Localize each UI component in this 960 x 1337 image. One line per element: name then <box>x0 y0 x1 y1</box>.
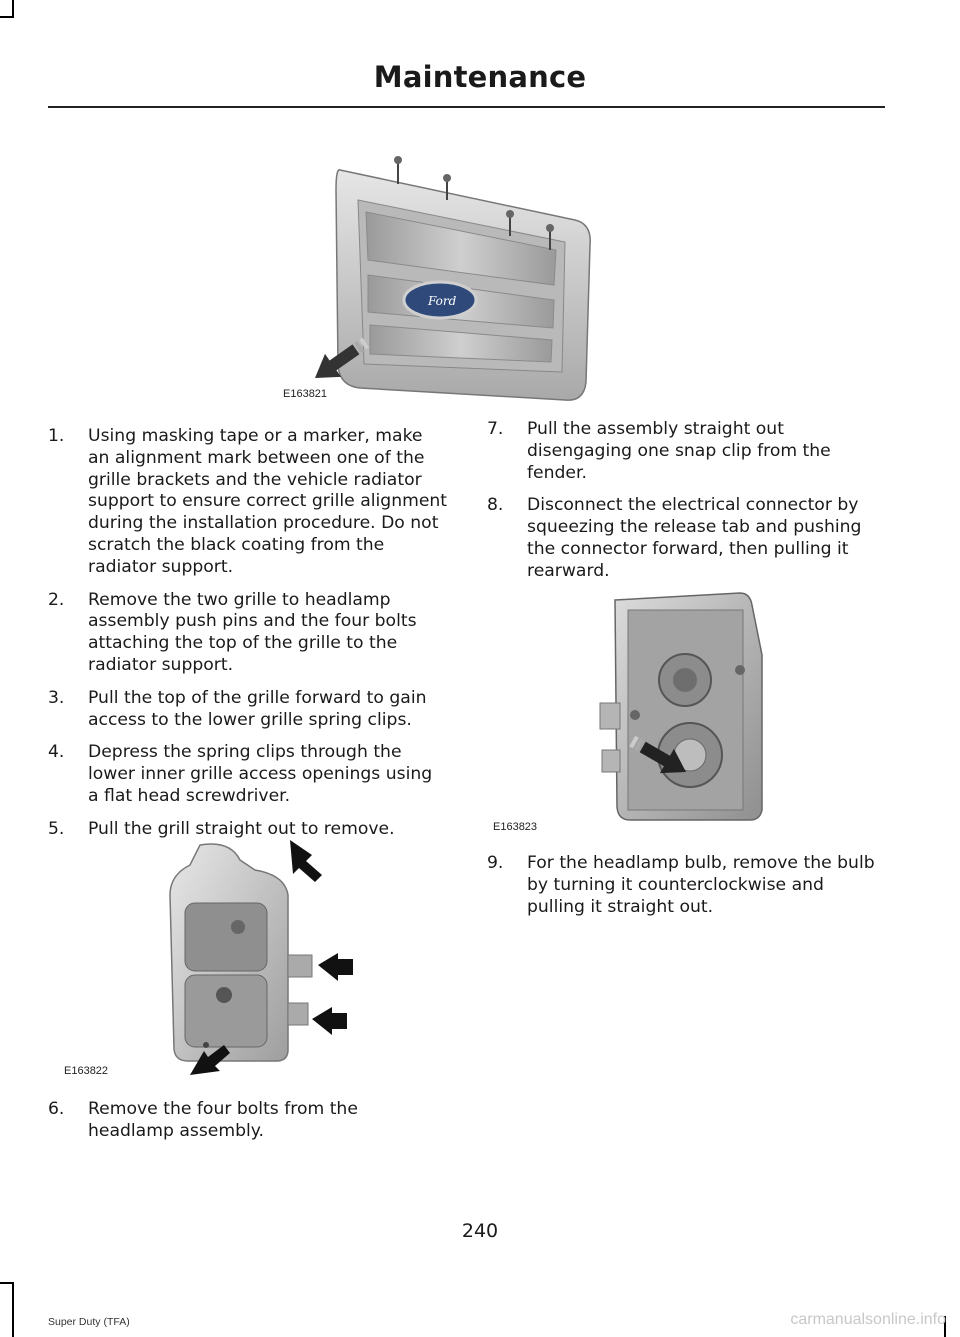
steps-list-left-b <box>48 1099 448 1154</box>
crop-mark-bottom-left <box>0 1282 14 1284</box>
watermark: carmanualsonline.info <box>790 1311 946 1328</box>
page-title: Maintenance <box>373 60 587 94</box>
list-item: 9. For the headlamp bulb, remove the bulb by turning it counterclockwise and pulling it straight out. <box>487 853 875 917</box>
headlamp-connector-diagram-icon <box>590 585 770 830</box>
page-number: 240 <box>461 1220 499 1242</box>
figure-label: E163822 <box>64 1065 109 1077</box>
headlamp-bolts-diagram-icon <box>160 835 360 1085</box>
header-rule <box>48 106 885 108</box>
grille-removal-diagram-icon <box>280 150 610 405</box>
list-item: 6. Remove the four bolts from the headlamp assembly. <box>48 1099 358 1141</box>
figure-label: E163823 <box>493 821 538 833</box>
list-item: 3. Pull the top of the grille forward to gain access to the lower grille spring clips. <box>48 687 427 730</box>
steps-list-right-b <box>487 853 882 929</box>
steps-list-left-a <box>48 426 448 852</box>
list-item: 2. Remove the two grille to headlamp assembly push pins and the four bolts attaching the top of the grille to the radiator support. <box>48 589 417 675</box>
grille-figure <box>280 150 610 405</box>
svg-text:Ford: Ford <box>428 294 457 308</box>
list-item: 1. Using masking tape or a marker, make an alignment mark between one of the grille brackets and the vehicle radiator support to ensure correct grille alignment during the installation procedure. Do not scratch the black coating from the radiator support. <box>48 426 448 577</box>
list-item: 5. Pull the grill straight out to remove. <box>48 818 395 839</box>
figure-label: E163821 <box>283 388 328 400</box>
list-item: 7. Pull the assembly straight out disengaging one snap clip from the fender. <box>487 419 831 483</box>
headlamp-connector-figure <box>590 585 770 830</box>
manual-title: Super Duty (TFA) <box>48 1316 130 1328</box>
list-item: 8. Disconnect the electrical connector by squeezing the release tab and pushing the connector forward, then pulling it rearward. <box>487 495 862 581</box>
steps-list-right-a <box>487 419 882 594</box>
list-item: 4. Depress the spring clips through the lower inner grille access openings using a flat head screwdriver. <box>48 742 433 806</box>
headlamp-bolts-figure <box>160 835 360 1085</box>
crop-mark-bottom-left <box>12 1282 14 1337</box>
crop-mark-top-left <box>0 16 14 18</box>
